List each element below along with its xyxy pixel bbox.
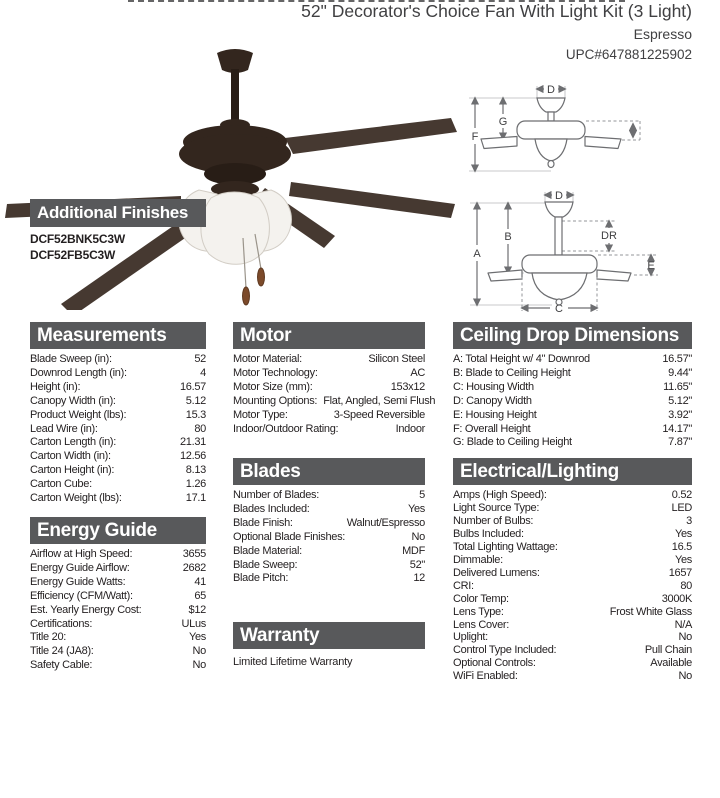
spec-value: 11.65" (663, 380, 692, 393)
spec-value: 15.3 (185, 408, 206, 421)
spec-value: 3.92" (668, 408, 692, 421)
spec-row (30, 631, 206, 645)
spec-label: Blades Included: (233, 502, 310, 515)
spec-row (30, 436, 206, 450)
spec-label: Carton Length (in): (30, 436, 117, 449)
blades-table (233, 458, 425, 586)
spec-row (30, 645, 206, 659)
energy-guide-table (30, 517, 206, 673)
spec-label: Control Type Included: (453, 644, 557, 657)
electrical-table (453, 458, 692, 683)
spec-value: 12 (413, 572, 425, 585)
spec-label: Lead Wire (in): (30, 422, 98, 435)
spec-label: Color Temp: (453, 592, 509, 605)
spec-label: Title 24 (JA8): (30, 645, 94, 658)
dim-label-c: C (555, 303, 563, 315)
spec-value: No (678, 631, 692, 644)
spec-row (233, 423, 425, 437)
ceiling-drop-table (453, 322, 692, 450)
dim-label-dr: DR (601, 230, 617, 242)
spec-label: Energy Guide Watts: (30, 575, 126, 588)
spec-value: No (678, 670, 692, 683)
spec-value: 1.26 (185, 478, 206, 491)
spec-row (30, 590, 206, 604)
spec-label: G: Blade to Ceiling Height (453, 436, 572, 449)
spec-row (30, 464, 206, 478)
spec-label: Height (in): (30, 380, 81, 393)
spec-row (453, 489, 692, 502)
spec-label: Dimmable: (453, 553, 503, 566)
spec-value: AC (410, 366, 425, 379)
ceiling-drop-rows (453, 349, 692, 450)
spec-label: Lens Type: (453, 605, 504, 618)
spec-value: LED (671, 501, 692, 514)
spec-value: 80 (194, 422, 206, 435)
spec-row (453, 657, 692, 670)
spec-value: 4 (200, 366, 206, 379)
spec-row (453, 502, 692, 515)
spec-row (453, 381, 692, 395)
spec-value: N/A (674, 618, 692, 631)
motor-table (233, 322, 436, 436)
spec-value: 52" (409, 558, 425, 571)
spec-row (233, 531, 425, 545)
finish-model-number: DCF52FB5C3W (30, 247, 116, 262)
spec-row (30, 353, 206, 367)
spec-value: 21.31 (179, 436, 206, 449)
flush-mount-diagram (455, 78, 655, 182)
spec-label: Lens Cover: (453, 618, 510, 631)
spec-value: Flat, Angled, Semi Flush (323, 394, 436, 407)
blades-rows (233, 485, 425, 586)
finish-model-number: DCF52BNK5C3W (30, 232, 125, 246)
spec-label: WiFi Enabled: (453, 670, 518, 683)
dim-label-d-flush: D (547, 84, 555, 96)
dim-label-a: A (473, 248, 481, 260)
spec-row (30, 659, 206, 673)
spec-value: No (192, 645, 206, 658)
spec-row (30, 492, 206, 506)
spec-value: No (411, 530, 425, 543)
downrod-mount-diagram (452, 182, 672, 320)
spec-value: $12 (188, 603, 206, 616)
spec-value: 2682 (182, 561, 206, 574)
fan-product-image (3, 38, 465, 310)
spec-value: 16.5 (671, 540, 692, 553)
spec-label: Certifications: (30, 617, 93, 630)
spec-row (453, 436, 692, 450)
additional-finishes-list (30, 227, 206, 263)
spec-label: Est. Yearly Energy Cost: (30, 603, 142, 616)
spec-value: Pull Chain (644, 644, 692, 657)
spec-value: 153x12 (390, 380, 425, 393)
dim-label-b: B (504, 231, 512, 243)
motor-rows (233, 349, 436, 436)
spec-value: Yes (188, 631, 206, 644)
spec-value: 3-Speed Reversible (333, 408, 425, 421)
spec-row (233, 559, 425, 573)
spec-row (233, 517, 425, 531)
spec-row (30, 409, 206, 423)
spec-value: 8.13 (185, 464, 206, 477)
spec-row (453, 619, 692, 632)
spec-label: Number of Blades: (233, 489, 319, 501)
spec-value: 80 (680, 579, 692, 592)
spec-value: 3 (686, 514, 692, 527)
spec-label: Canopy Width (in): (30, 394, 116, 407)
spec-value: 1657 (668, 566, 692, 579)
spec-label: Motor Material: (233, 353, 302, 365)
electrical-rows (453, 485, 692, 683)
spec-row (453, 631, 692, 644)
page-title: 52" Decorator's Choice Fan With Light Kit (3 Light) (301, 1, 692, 21)
spec-row (453, 644, 692, 657)
spec-value: 14.17" (662, 422, 692, 435)
spec-row (453, 395, 692, 409)
spec-row (453, 670, 692, 683)
spec-value: Yes (407, 502, 425, 515)
spec-value: 12.56 (179, 450, 206, 463)
spec-value: 41 (194, 575, 206, 588)
spec-label: F: Overall Height (453, 422, 531, 435)
spec-row (233, 381, 425, 395)
spec-row (233, 394, 436, 409)
spec-value: Yes (674, 527, 692, 540)
spec-label: Bulbs Included: (453, 527, 524, 540)
product-finish: Espresso (633, 26, 692, 42)
spec-label: Motor Technology: (233, 366, 318, 379)
spec-label: CRI: (453, 579, 474, 592)
spec-value: Available (650, 657, 692, 670)
spec-value: Yes (674, 553, 692, 566)
electrical-header: Electrical/Lighting (453, 458, 692, 485)
spec-value: 52 (194, 353, 206, 365)
additional-finishes-section (30, 199, 206, 263)
spec-label: Optional Controls: (453, 657, 536, 670)
additional-finishes-header: Additional Finishes (30, 199, 206, 227)
spec-row (453, 367, 692, 381)
spec-label: B: Blade to Ceiling Height (453, 366, 571, 379)
spec-value: 5 (419, 489, 425, 501)
spec-value: 3655 (182, 548, 206, 560)
spec-label: Carton Cube: (30, 478, 92, 491)
spec-value: 5.12 (185, 394, 206, 407)
spec-label: Carton Width (in): (30, 450, 111, 463)
spec-value: 7.87" (668, 436, 692, 449)
spec-row (30, 548, 206, 562)
spec-row (233, 545, 425, 559)
warranty-note: Limited Lifetime Warranty (233, 656, 353, 668)
spec-label: Indoor/Outdoor Rating: (233, 422, 339, 435)
spec-label: Motor Size (mm): (233, 380, 313, 393)
spec-row (233, 353, 425, 367)
spec-row (453, 593, 692, 606)
spec-row (30, 423, 206, 437)
spec-label: Downrod Length (in): (30, 366, 127, 379)
spec-row (453, 554, 692, 567)
measurements-table (30, 322, 206, 506)
spec-row (233, 572, 425, 586)
product-upc: UPC#647881225902 (565, 47, 692, 62)
spec-label: Total Lighting Wattage: (453, 540, 558, 553)
spec-label: Blade Finish: (233, 516, 293, 529)
spec-label: Uplight: (453, 631, 488, 644)
spec-label: Blade Sweep (in): (30, 353, 112, 365)
spec-label: Blade Material: (233, 544, 302, 557)
spec-label: Optional Blade Finishes: (233, 530, 346, 543)
spec-row (30, 367, 206, 381)
spec-label: Efficiency (CFM/Watt): (30, 589, 133, 602)
spec-value: 16.57" (662, 353, 692, 365)
spec-label: Number of Bulbs: (453, 514, 534, 527)
spec-row (453, 567, 692, 580)
spec-label: Motor Type: (233, 408, 288, 421)
energy-guide-header: Energy Guide (30, 517, 206, 544)
ceiling-drop-header: Ceiling Drop Dimensions (453, 322, 692, 349)
warranty-header: Warranty (233, 622, 425, 649)
spec-label: C: Housing Width (453, 380, 534, 393)
spec-label: Airflow at High Speed: (30, 548, 133, 560)
spec-value: ULus (181, 617, 206, 630)
spec-row (453, 606, 692, 619)
spec-label: A: Total Height w/ 4" Downrod (453, 353, 590, 365)
dim-label-d-downrod: D (555, 190, 563, 202)
spec-value: MDF (402, 544, 425, 557)
spec-label: Delivered Lumens: (453, 566, 540, 579)
spec-row (30, 395, 206, 409)
spec-label: Carton Height (in): (30, 464, 115, 477)
spec-row (30, 576, 206, 590)
dim-label-f: F (471, 131, 479, 143)
spec-row (453, 353, 692, 367)
motor-header: Motor (233, 322, 425, 349)
spec-value: Walnut/Espresso (346, 516, 425, 529)
spec-value: Frost White Glass (609, 605, 692, 618)
spec-label: E: Housing Height (453, 408, 537, 421)
spec-row (453, 515, 692, 528)
spec-label: Amps (High Speed): (453, 489, 547, 501)
spec-label: Safety Cable: (30, 659, 93, 672)
spec-row (30, 604, 206, 618)
spec-row (30, 618, 206, 632)
spec-row (453, 528, 692, 541)
measurements-header: Measurements (30, 322, 206, 349)
dim-label-e: E (647, 260, 655, 272)
spec-row (30, 562, 206, 576)
spec-value: 5.12" (668, 394, 692, 407)
spec-row (30, 450, 206, 464)
spec-label: Product Weight (lbs): (30, 408, 127, 421)
spec-label: Carton Weight (lbs): (30, 492, 122, 505)
spec-row (30, 478, 206, 492)
spec-label: Title 20: (30, 631, 67, 644)
spec-row (233, 367, 425, 381)
spec-row (453, 580, 692, 593)
warranty-table (233, 622, 425, 668)
spec-label: Energy Guide Airflow: (30, 561, 130, 574)
spec-label: Light Source Type: (453, 501, 540, 514)
energy-guide-rows (30, 544, 206, 673)
spec-value: 16.57 (179, 380, 206, 393)
spec-row (453, 409, 692, 423)
measurements-rows (30, 349, 206, 506)
spec-value: Indoor (395, 422, 425, 435)
spec-row (453, 541, 692, 554)
spec-row (233, 503, 425, 517)
spec-value: 17.1 (185, 492, 206, 505)
spec-value: 3000K (661, 592, 692, 605)
spec-row (30, 381, 206, 395)
spec-row (233, 409, 425, 423)
spec-value: 9.44" (668, 366, 692, 379)
spec-label: Blade Sweep: (233, 558, 298, 571)
dim-label-g: G (498, 116, 508, 128)
spec-value: 0.52 (671, 489, 692, 501)
spec-row (233, 489, 425, 503)
blades-header: Blades (233, 458, 425, 485)
spec-label: D: Canopy Width (453, 394, 532, 407)
spec-label: Blade Pitch: (233, 572, 289, 585)
spec-row (453, 423, 692, 437)
spec-value: Silicon Steel (368, 353, 425, 365)
spec-value: No (192, 659, 206, 672)
spec-label: Mounting Options: (233, 394, 318, 407)
spec-value: 65 (194, 589, 206, 602)
